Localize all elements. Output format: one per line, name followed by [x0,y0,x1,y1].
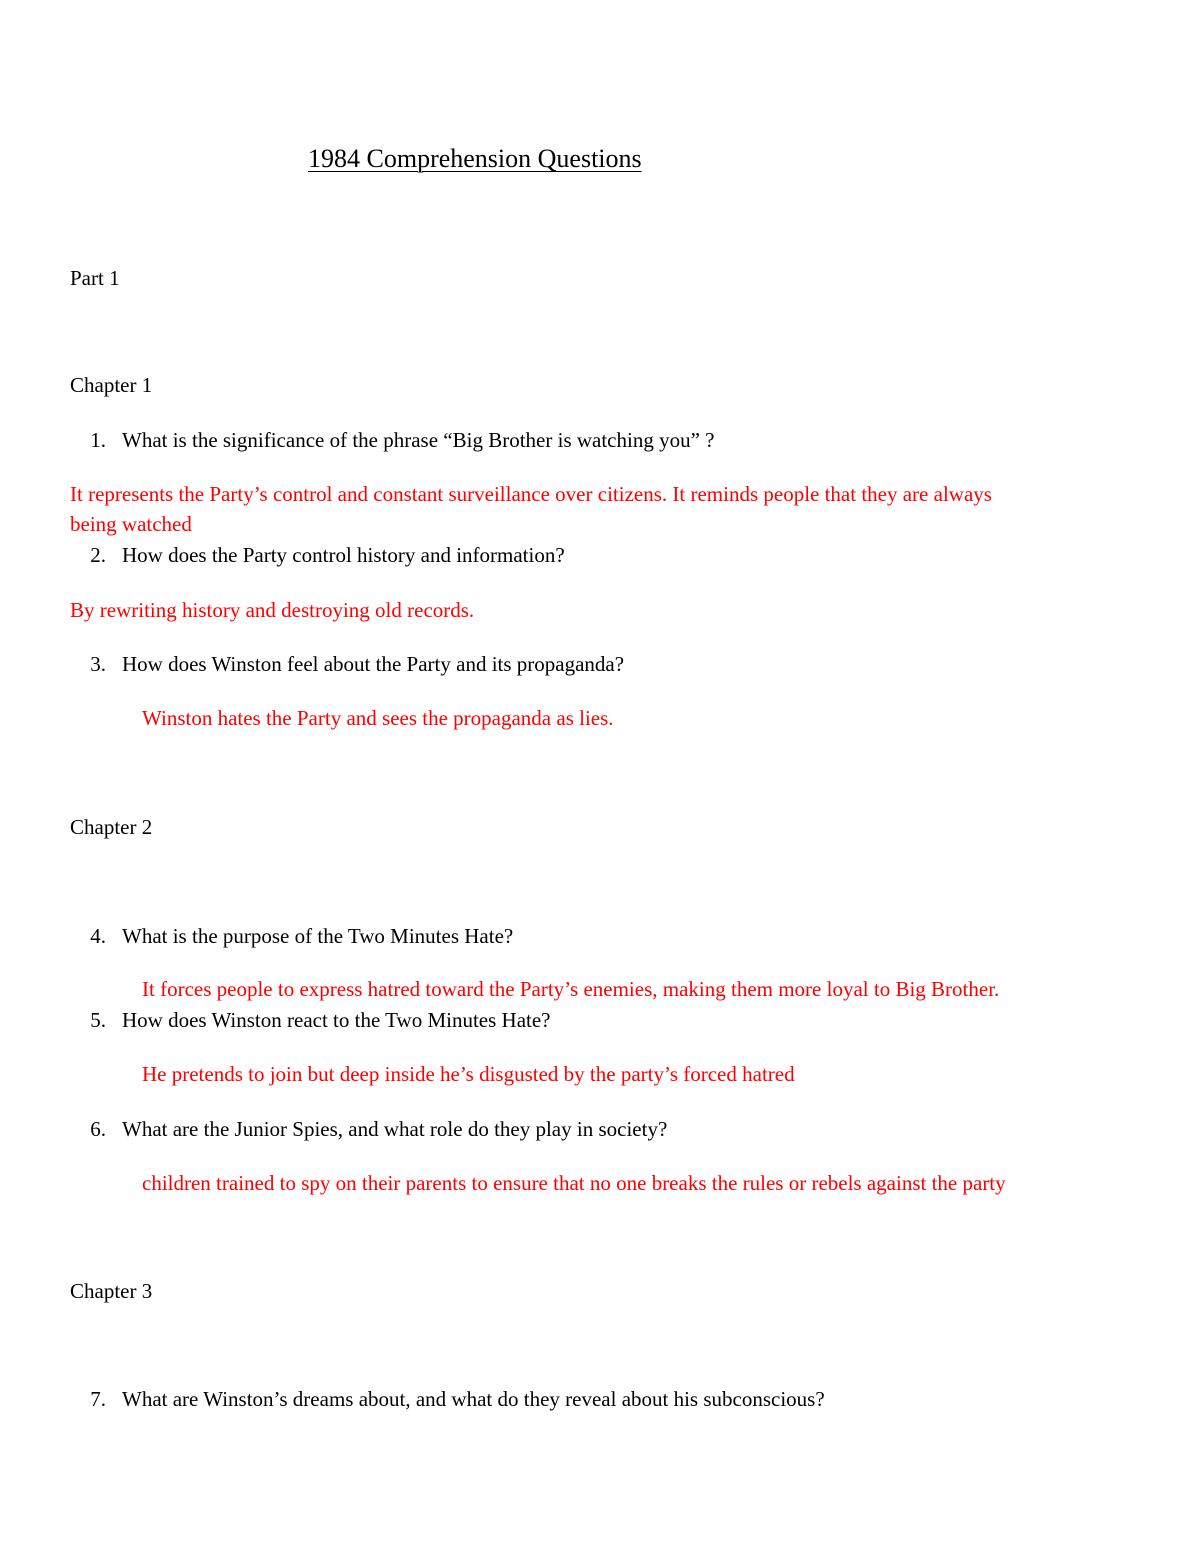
question-item [70,649,624,679]
question-item [70,425,714,455]
question-number: 7. [90,1387,106,1411]
answer-text: It forces people to express hatred toward the Party’s enemies, making them more loyal to Big Brother. [142,977,1000,1001]
answer-text-continued: being watched [70,512,192,536]
question-text: How does Winston react to the Two Minutes Hate? [122,1008,551,1032]
answer-text: By rewriting history and destroying old records. [70,598,475,622]
question-number: 4. [90,924,106,948]
question-number: 2. [90,543,106,567]
answer-text: children trained to spy on their parents to ensure that no one breaks the rules or rebels against the party [142,1171,1006,1195]
question-item [70,921,513,951]
question-item [70,1005,551,1035]
question-text: How does the Party control history and information? [122,543,565,567]
question-text: What is the purpose of the Two Minutes Hate? [122,924,514,948]
question-number: 1. [90,428,106,452]
question-item [70,1384,825,1414]
question-number: 3. [90,652,106,676]
question-item [70,1114,667,1144]
part-heading: Part 1 [70,266,120,290]
chapter-heading-2: Chapter 2 [70,815,153,839]
document-title: 1984 Comprehension Questions [308,144,642,173]
answer-text: He pretends to join but deep inside he’s disgusted by the party’s forced hatred [142,1062,795,1086]
question-text: How does Winston feel about the Party and its propaganda? [122,652,625,676]
answer-text: Winston hates the Party and sees the propaganda as lies. [142,706,614,730]
answer-text: It represents the Party’s control and constant surveillance over citizens. It reminds people that they are always [70,482,992,506]
chapter-heading-3: Chapter 3 [70,1279,153,1303]
chapter-heading-1: Chapter 1 [70,373,153,397]
question-text: What are Winston’s dreams about, and what do they reveal about his subconscious? [122,1387,825,1411]
question-number: 5. [90,1008,106,1032]
question-item [70,540,565,570]
question-text: What is the significance of the phrase “Big Brother is watching you” ? [122,428,715,452]
question-text: What are the Junior Spies, and what role do they play in society? [122,1117,668,1141]
question-number: 6. [90,1117,106,1141]
